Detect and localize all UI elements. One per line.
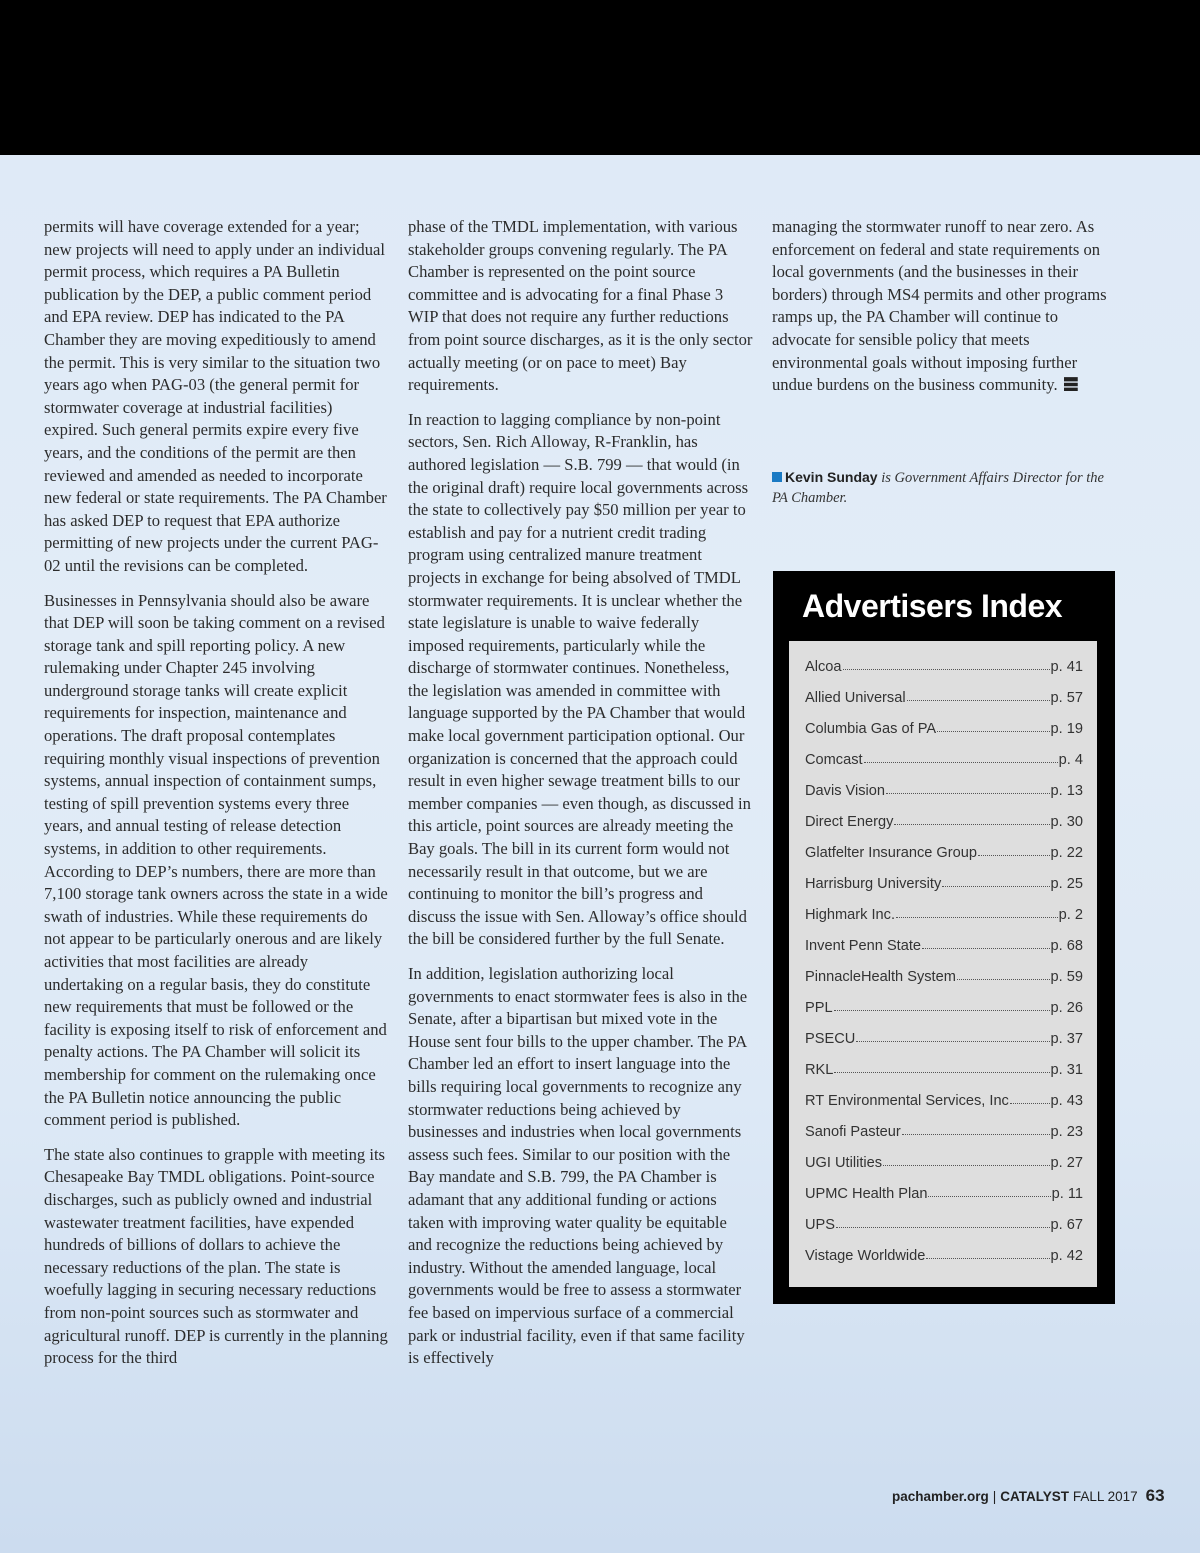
advertiser-name: Glatfelter Insurance Group <box>805 845 977 861</box>
advertiser-row <box>805 1116 1083 1140</box>
page-footer <box>892 1486 1165 1506</box>
advertiser-name: UGI Utilities <box>805 1155 883 1171</box>
advertiser-row <box>805 1054 1083 1078</box>
leader-dots <box>834 1072 1049 1073</box>
leader-dots <box>957 979 1050 980</box>
advertiser-name: Harrisburg University <box>805 876 942 892</box>
advertisers-index-title: Advertisers Index <box>802 588 1063 624</box>
leader-dots <box>942 886 1049 887</box>
advertiser-page: p. 59 <box>1050 969 1083 985</box>
advertiser-page: p. 30 <box>1050 814 1083 830</box>
leader-dots <box>1010 1103 1050 1104</box>
end-of-article-icon <box>1064 377 1078 391</box>
advertiser-name: RT Environmental Services, Inc <box>805 1093 1009 1109</box>
leader-dots <box>896 917 1058 918</box>
leader-dots <box>883 1165 1050 1166</box>
advertiser-page: p. 22 <box>1050 845 1083 861</box>
article-column-2 <box>408 216 753 1382</box>
author-bio <box>772 467 1122 508</box>
advertiser-row <box>805 651 1083 675</box>
advertiser-row <box>805 837 1083 861</box>
advertiser-name: PinnacleHealth System <box>805 969 956 985</box>
advertiser-page: p. 13 <box>1050 783 1083 799</box>
leader-dots <box>922 948 1050 949</box>
advertiser-row <box>805 1240 1083 1264</box>
advertiser-name: PSECU <box>805 1031 856 1047</box>
leader-dots <box>907 700 1050 701</box>
closing-paragraph-text: managing the stormwater runoff to near zero. As enforcement on federal and state requirements on local governments (and the businesses in their borders) through MS4 permits and other programs ramps up, the PA Chamber will continue to advocate for sensible policy that meets environmental goals without imposing further undue burdens on the business community. <box>772 217 1107 395</box>
advertiser-row <box>805 775 1083 799</box>
advertiser-row <box>805 713 1083 737</box>
advertiser-page: p. 43 <box>1050 1093 1083 1109</box>
advertiser-page: p. 19 <box>1050 721 1083 737</box>
paragraph: The state also continues to grapple with meeting its Chesapeake Bay TMDL obligations. Point-source discharges, such as publicly owned and industrial wastewater treatment facilities, have expended hundreds of billions of dollars to achieve the necessary reductions of the plan. The state is woefully lagging in securing necessary reductions from non-point sources such as stormwater and agricultural runoff. DEP is currently in the planning process for the third <box>44 1144 388 1368</box>
advertiser-name: RKL <box>805 1062 834 1078</box>
advertiser-row <box>805 868 1083 892</box>
author-name: Kevin Sunday <box>785 469 878 485</box>
header-band <box>0 0 1200 155</box>
leader-dots <box>864 762 1058 763</box>
advertiser-page: p. 27 <box>1050 1155 1083 1171</box>
advertiser-name: Vistage Worldwide <box>805 1248 926 1264</box>
advertiser-row <box>805 682 1083 706</box>
advertiser-row <box>805 744 1083 768</box>
advertiser-row <box>805 1085 1083 1109</box>
advertiser-name: UPMC Health Plan <box>805 1186 928 1202</box>
paragraph: Businesses in Pennsylvania should also be aware that DEP will soon be taking comment on a revised storage tank and spill reporting policy. A new rulemaking under Chapter 245 involving underground storage tanks will create explicit requirements for inspection, maintenance and operations. The draft proposal contemplates requiring monthly visual inspections of prevention systems, annual inspection of containment sumps, testing of spill prevention systems every three years, and annual testing of release detection systems, in addition to other requirements. According to DEP’s numbers, there are more than 7,100 storage tank owners across the state in a wide swath of industries. While these requirements do not appear to be particularly onerous and are likely activities that most facilities are already undertaking on a regular basis, they do constitute new requirements that must be followed or the facility is exposing itself to risk of enforcement and penalty actions. The PA Chamber will solicit its membership for comment on the rulemaking once the PA Bulletin notice announcing the public comment period is published. <box>44 590 388 1130</box>
footer-separator: | <box>992 1489 997 1504</box>
advertiser-page: p. 11 <box>1051 1186 1083 1202</box>
footer-site: pachamber.org <box>892 1489 989 1504</box>
advertiser-name: Allied Universal <box>805 690 906 706</box>
advertiser-page: p. 31 <box>1050 1062 1083 1078</box>
paragraph <box>772 216 1117 397</box>
advertiser-page: p. 42 <box>1050 1248 1083 1264</box>
blue-square-icon <box>772 472 782 482</box>
author-description: is Government Affairs Director for the PA Chamber. <box>772 470 1104 506</box>
advertiser-name: PPL <box>805 1000 833 1016</box>
advertiser-page: p. 2 <box>1058 907 1083 923</box>
leader-dots <box>843 669 1050 670</box>
advertiser-row <box>805 1147 1083 1171</box>
paragraph: phase of the TMDL implementation, with various stakeholder groups convening regularly. The PA Chamber is represented on the point source committee and is advocating for a final Phase 3 WIP that does not require any further reductions from point source discharges, as it is the only sector actually meeting (or on pace to meet) Bay requirements. <box>408 217 753 395</box>
advertiser-page: p. 41 <box>1050 659 1083 675</box>
leader-dots <box>856 1041 1049 1042</box>
advertiser-row <box>805 1209 1083 1233</box>
advertisers-list <box>789 641 1097 1287</box>
advertiser-name: UPS <box>805 1217 836 1233</box>
paragraph: In addition, legislation authorizing local governments to enact stormwater fees is also in the Senate, after a bipartisan but mixed vote in the House sent four bills to the upper chamber. The PA Chamber led an effort to insert language into the bills requiring local governments to recognize any stormwater reductions being achieved by businesses and industries when local governments assess such fees. Similar to our position with the Bay mandate and S.B. 799, the PA Chamber is adamant that any additional funding or actions taken with improving water quality be equitable and recognize the reductions being achieved by industry. Without the amended language, local governments would be free to assess a stormwater fee based on impervious surface of a commercial park or industrial facility, even if that same facility is effectively <box>408 964 748 1368</box>
leader-dots <box>928 1196 1050 1197</box>
leader-dots <box>902 1134 1050 1135</box>
leader-dots <box>894 824 1049 825</box>
leader-dots <box>937 731 1049 732</box>
advertiser-page: p. 4 <box>1058 752 1083 768</box>
advertiser-row <box>805 930 1083 954</box>
leader-dots <box>886 793 1050 794</box>
advertiser-name: Highmark Inc. <box>805 907 896 923</box>
advertiser-page: p. 67 <box>1050 1217 1083 1233</box>
article-column-3 <box>772 216 1117 409</box>
leader-dots <box>834 1010 1050 1011</box>
advertiser-row <box>805 961 1083 985</box>
article-column-1 <box>44 216 389 1382</box>
advertisers-index <box>773 571 1115 1304</box>
advertiser-row <box>805 1023 1083 1047</box>
advertiser-page: p. 68 <box>1050 938 1083 954</box>
advertiser-row <box>805 899 1083 923</box>
advertiser-row <box>805 806 1083 830</box>
advertiser-name: Davis Vision <box>805 783 886 799</box>
advertiser-page: p. 23 <box>1050 1124 1083 1140</box>
advertiser-name: Direct Energy <box>805 814 894 830</box>
advertiser-name: Sanofi Pasteur <box>805 1124 901 1140</box>
advertiser-page: p. 37 <box>1050 1031 1083 1047</box>
page-number: 63 <box>1145 1486 1165 1505</box>
advertiser-page: p. 25 <box>1050 876 1083 892</box>
advertiser-name: Alcoa <box>805 659 842 675</box>
advertiser-name: Invent Penn State <box>805 938 922 954</box>
advertiser-row <box>805 1178 1083 1202</box>
leader-dots <box>836 1227 1050 1228</box>
advertiser-row <box>805 992 1083 1016</box>
footer-magazine: CATALYST <box>1000 1489 1070 1504</box>
leader-dots <box>978 855 1050 856</box>
advertiser-page: p. 26 <box>1050 1000 1083 1016</box>
paragraph: In reaction to lagging compliance by non-point sectors, Sen. Rich Alloway, R-Franklin, has authored legislation — S.B. 799 — that would (in the original draft) require local governments across the state to collectively pay $50 million per year to establish and pay for a nutrient credit trading program using centralized manure treatment projects in exchange for being absolved of TMDL stormwater requirements. It is unclear whether the state legislature is unable to waive federally imposed requirements, particularly while the discharge of stormwater continues. Nonetheless, the legislation was amended in committee with language supported by the PA Chamber that would make local government participation optional. Our organization is concerned that the approach could result in even higher sewage treatment bills to our member companies — even though, as discussed in this article, point sources are already meeting the Bay goals. The bill in its current form would not necessarily result in that outcome, but we are continuing to monitor the bill’s progress and discuss the issue with Sen. Alloway’s office should the bill be considered further by the full Senate. <box>408 409 751 949</box>
advertiser-name: Comcast <box>805 752 863 768</box>
paragraph: permits will have coverage extended for a year; new projects will need to apply under an individual permit process, which requires a PA Bulletin publication by the DEP, a public comment period and EPA review. DEP has indicated to the PA Chamber they are moving expeditiously to amend the permit. This is very similar to the situation two years ago when PAG-03 (the general permit for stormwater coverage at industrial facilities) expired. Such general permits expire every five years, and the conditions of the permit are then reviewed and amended as needed to incorporate new federal or state requirements. The PA Chamber has asked DEP to request that EPA authorize permitting of new projects under the current PAG-02 until the revisions can be completed. <box>44 217 387 575</box>
footer-issue: FALL 2017 <box>1072 1489 1138 1504</box>
advertiser-page: p. 57 <box>1050 690 1083 706</box>
leader-dots <box>926 1258 1049 1259</box>
advertiser-name: Columbia Gas of PA <box>805 721 937 737</box>
